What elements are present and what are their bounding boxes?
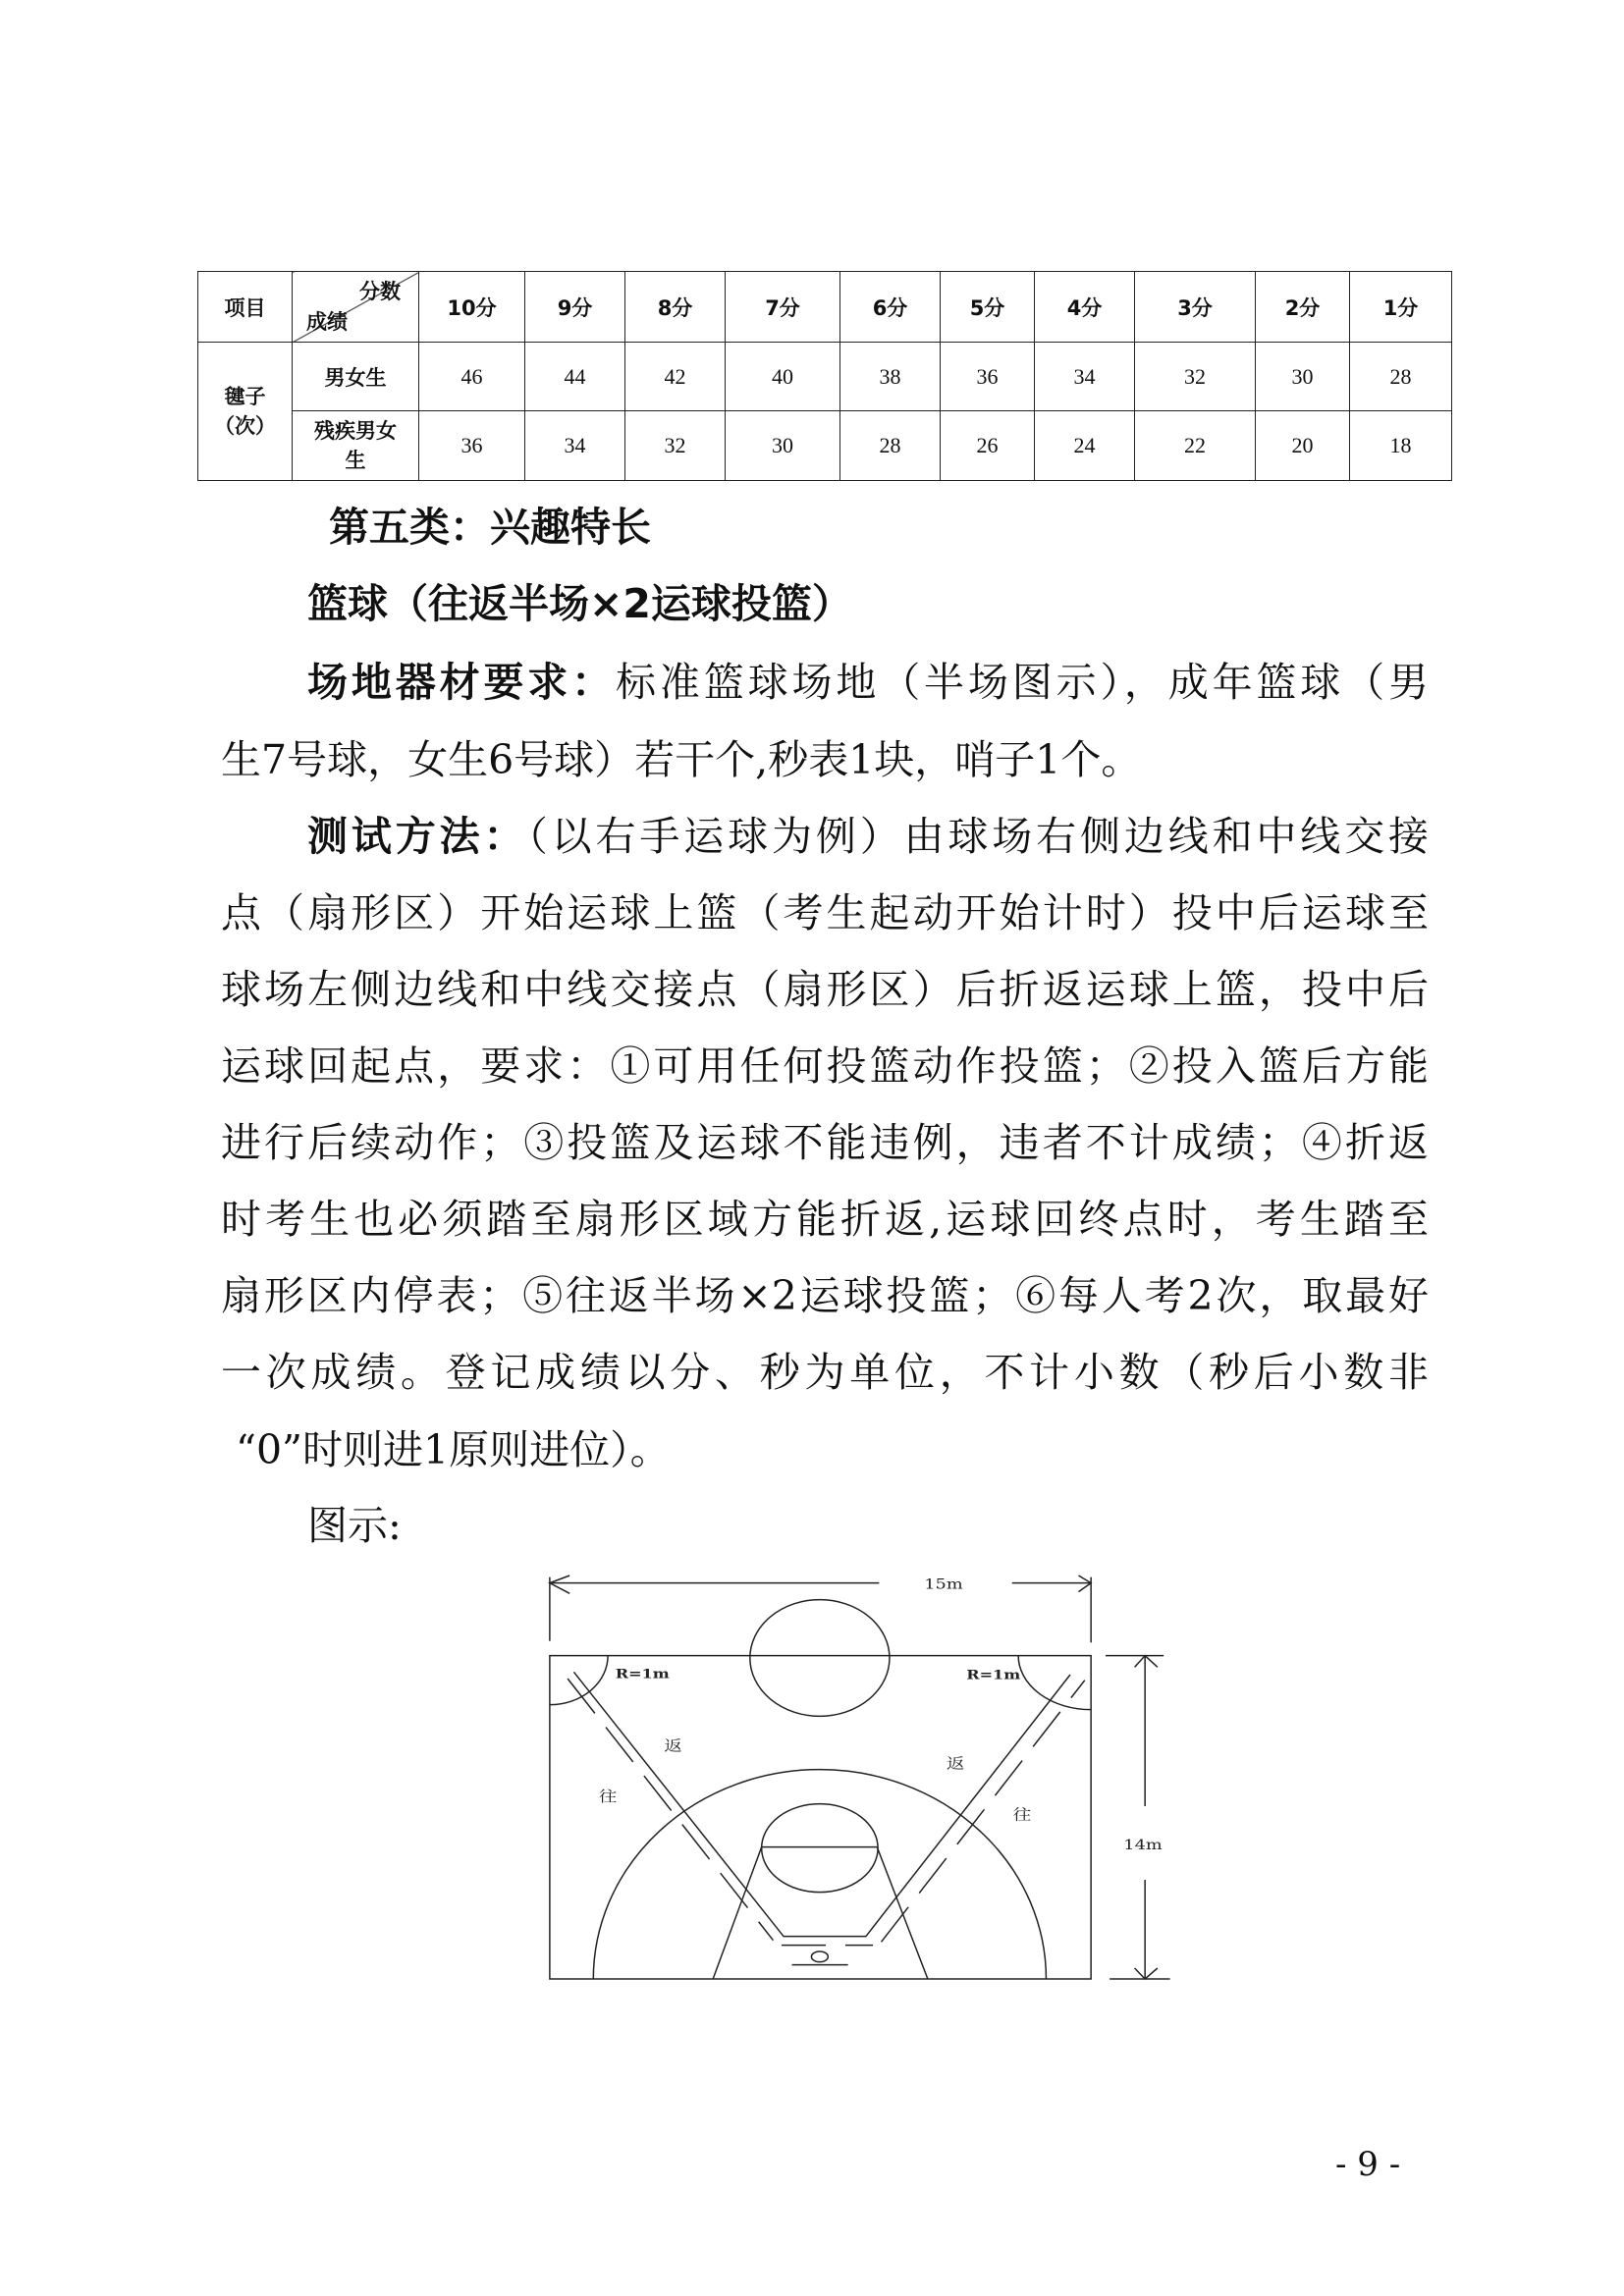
table-row: [198, 411, 1452, 481]
height-dimension: [1106, 1656, 1170, 1979]
equipment-text: 标准篮球场地（半场图示），成年篮球（男: [616, 659, 1430, 706]
header-score: 1分: [1350, 272, 1452, 343]
method-line: 扇形区内停表；⑤往返半场×2运球投篮；⑥每人考2次，取最好: [221, 1272, 1429, 1319]
header-score: 9分: [525, 272, 625, 343]
cell: 28: [840, 411, 941, 481]
court-boundary: [550, 1656, 1091, 1979]
header-score: 8分: [625, 272, 726, 343]
header-result-label: 成绩: [306, 310, 348, 334]
method-line: 点（扇形区）开始运球上篮（考生起动开始计时）投中后运球至: [221, 889, 1429, 936]
cell: 26: [941, 411, 1035, 481]
cell: 44: [525, 343, 625, 411]
figure-label: 图示:: [307, 1502, 402, 1549]
cell: 42: [625, 343, 726, 411]
dribble-path-dashed-right: [882, 1681, 1085, 1943]
go-label-left: 往: [598, 1787, 618, 1805]
header-score: 3分: [1135, 272, 1256, 343]
free-throw-lane: [713, 1804, 928, 1979]
method-line: 时考生也必须踏至扇形区域方能折返,运球回终点时，考生踏至: [221, 1196, 1429, 1243]
basketball-court-diagram: [530, 1561, 1178, 2012]
cell: 32: [1135, 343, 1256, 411]
equipment-label: 场地器材要求：: [307, 659, 617, 706]
cell: 30: [726, 411, 840, 481]
go-label-right: 往: [1012, 1805, 1032, 1823]
header-score: 6分: [840, 272, 941, 343]
dribble-path-dashed-left: [568, 1679, 773, 1941]
header-score: 10分: [419, 272, 525, 343]
cell: 18: [1350, 411, 1452, 481]
three-point-arc: [593, 1770, 1046, 2012]
center-circle: [750, 1600, 890, 1717]
subtitle: 篮球（往返半场×2运球投篮）: [307, 580, 852, 627]
row-group: 男女生: [293, 343, 419, 411]
method-line: 进行后续动作；③投篮及运球不能违例，违者不计成绩；④折返: [221, 1119, 1429, 1166]
height-label: 14m: [1123, 1836, 1163, 1853]
method-line: “0”时则进1原则进位）。: [236, 1426, 671, 1473]
return-label-left: 返: [664, 1736, 682, 1754]
row-group: 残疾男女生: [293, 411, 419, 481]
header-item: 项目: [198, 272, 293, 343]
cell: 34: [525, 411, 625, 481]
cell: 36: [941, 343, 1035, 411]
width-label: 15m: [924, 1575, 963, 1592]
page-number: - 9 -: [1335, 2145, 1401, 2184]
cell: 28: [1350, 343, 1452, 411]
cell: 38: [840, 343, 941, 411]
method-text: （以右手运球为例）由球场右侧边线和中线交接: [527, 813, 1430, 860]
item-name: 毽子（次）: [198, 343, 293, 481]
radius-label-right: R=1m: [966, 1668, 1021, 1683]
width-dimension: [550, 1575, 1091, 1642]
return-label-right: 返: [946, 1754, 965, 1773]
method-line: 一次成绩。登记成绩以分、秒为单位，不计小数（秒后小数非: [221, 1349, 1429, 1396]
table-row: [198, 343, 1452, 411]
header-score-label: 分数: [359, 280, 401, 303]
header-score: 2分: [1256, 272, 1350, 343]
cell: 36: [419, 411, 525, 481]
method-line-1: [307, 807, 1429, 866]
radius-label-left: R=1m: [615, 1666, 670, 1682]
cell: 22: [1135, 411, 1256, 481]
cell: 20: [1256, 411, 1350, 481]
method-label: 测试方法：: [307, 813, 528, 860]
basket: [782, 1946, 873, 1965]
method-line: 运球回起点，要求：①可用任何投篮动作投篮；②投入篮后方能: [221, 1042, 1429, 1090]
cell: 46: [419, 343, 525, 411]
section-title: 第五类：兴趣特长: [329, 504, 651, 551]
cell: 40: [726, 343, 840, 411]
header-score: 7分: [726, 272, 840, 343]
method-line: 球场左侧边线和中线交接点（扇形区）后折返运球上篮，投中后: [221, 966, 1429, 1013]
header-score: 5分: [941, 272, 1035, 343]
equipment-line-1: [307, 653, 1429, 712]
cell: 24: [1035, 411, 1135, 481]
cell: 30: [1256, 343, 1350, 411]
cell: 32: [625, 411, 726, 481]
score-table: [197, 271, 1452, 481]
cell: 34: [1035, 343, 1135, 411]
header-score: 4分: [1035, 272, 1135, 343]
equipment-line-2: 生7号球，女生6号球）若干个,秒表1块，哨子1个。: [221, 736, 1142, 783]
header-diagonal: [293, 272, 419, 343]
